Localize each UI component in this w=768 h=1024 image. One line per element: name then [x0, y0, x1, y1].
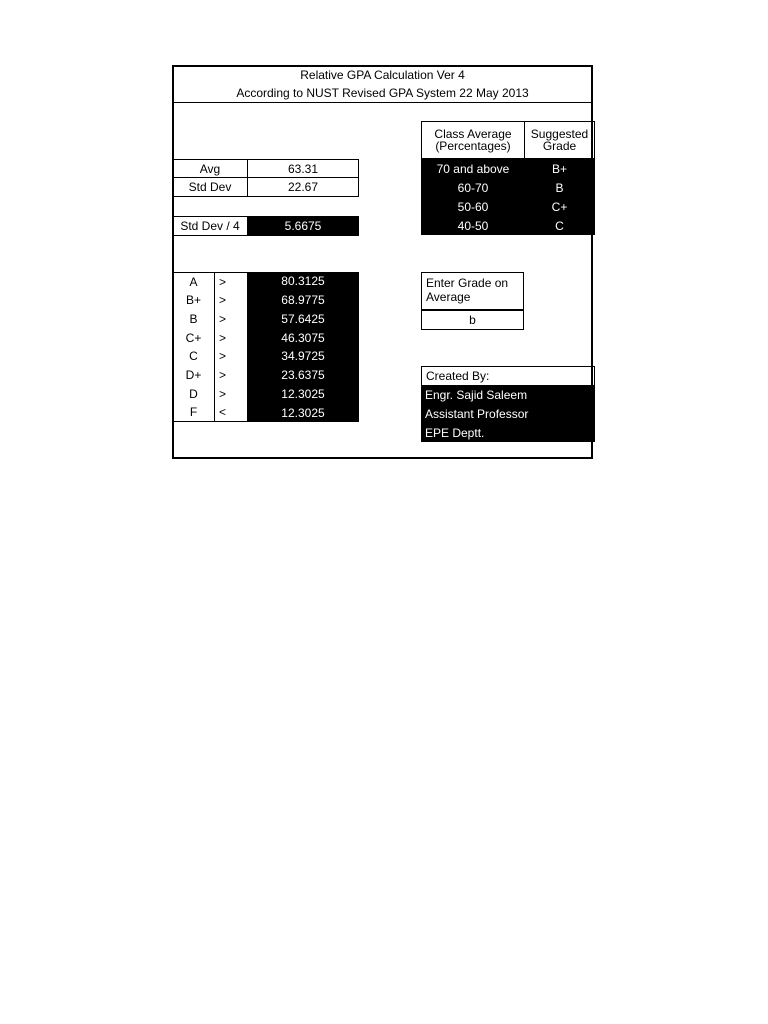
title-box	[172, 65, 593, 103]
grade-operator: >	[215, 385, 248, 404]
grade-label: B	[172, 310, 215, 329]
grade-threshold-value: 80.3125	[247, 272, 359, 291]
grade-threshold-value: 34.9725	[247, 347, 359, 366]
author-title: Assistant Professor	[421, 404, 595, 423]
grade-threshold-value: 23.6375	[247, 366, 359, 385]
avg-value[interactable]: 63.31	[247, 159, 359, 178]
grade-label: B+	[172, 291, 215, 310]
enter-grade-label: Enter Grade on Average	[421, 272, 524, 310]
grade-label: C	[172, 347, 215, 366]
grade-operator: >	[215, 366, 248, 385]
class-average-range: 70 and above	[421, 159, 525, 178]
avg-label: Avg	[172, 159, 248, 178]
std-dev-4-value: 5.6675	[247, 216, 359, 236]
suggested-grade-header: Suggested Grade	[524, 121, 595, 159]
grade-operator: >	[215, 291, 248, 310]
grade-operator: >	[215, 310, 248, 329]
suggested-grade-value: B+	[524, 159, 595, 178]
grade-threshold-value: 57.6425	[247, 310, 359, 329]
std-dev-value[interactable]: 22.67	[247, 177, 359, 197]
author-name: Engr. Sajid Saleem	[421, 385, 595, 404]
created-by-heading: Created By:	[421, 366, 595, 386]
author-department: EPE Deptt.	[421, 423, 595, 442]
grade-label: F	[172, 403, 215, 422]
grade-operator: >	[215, 272, 248, 291]
grade-label: D+	[172, 366, 215, 385]
grade-operator: >	[215, 347, 248, 366]
grade-label: D	[172, 385, 215, 404]
grade-operator: >	[215, 328, 248, 347]
grade-threshold-value: 46.3075	[247, 328, 359, 347]
std-dev-label: Std Dev	[172, 177, 248, 197]
title-line-2: According to NUST Revised GPA System 22 May 2013	[236, 86, 529, 100]
class-average-range: 40-50	[421, 216, 525, 235]
suggested-grade-value: C+	[524, 197, 595, 216]
class-average-range: 60-70	[421, 178, 525, 197]
grade-threshold-value: 12.3025	[247, 403, 359, 422]
suggested-grade-value: C	[524, 216, 595, 235]
class-average-header: Class Average (Percentages)	[421, 121, 525, 159]
title-line-1: Relative GPA Calculation Ver 4	[300, 68, 465, 82]
grade-threshold-value: 68.9775	[247, 291, 359, 310]
enter-grade-input[interactable]: b	[421, 310, 524, 330]
grade-threshold-value: 12.3025	[247, 385, 359, 404]
class-average-range: 50-60	[421, 197, 525, 216]
std-dev-4-label: Std Dev / 4	[172, 216, 248, 236]
grade-label: C+	[172, 328, 215, 347]
grade-label: A	[172, 272, 215, 291]
suggested-grade-value: B	[524, 178, 595, 197]
grade-operator: <	[215, 403, 248, 422]
